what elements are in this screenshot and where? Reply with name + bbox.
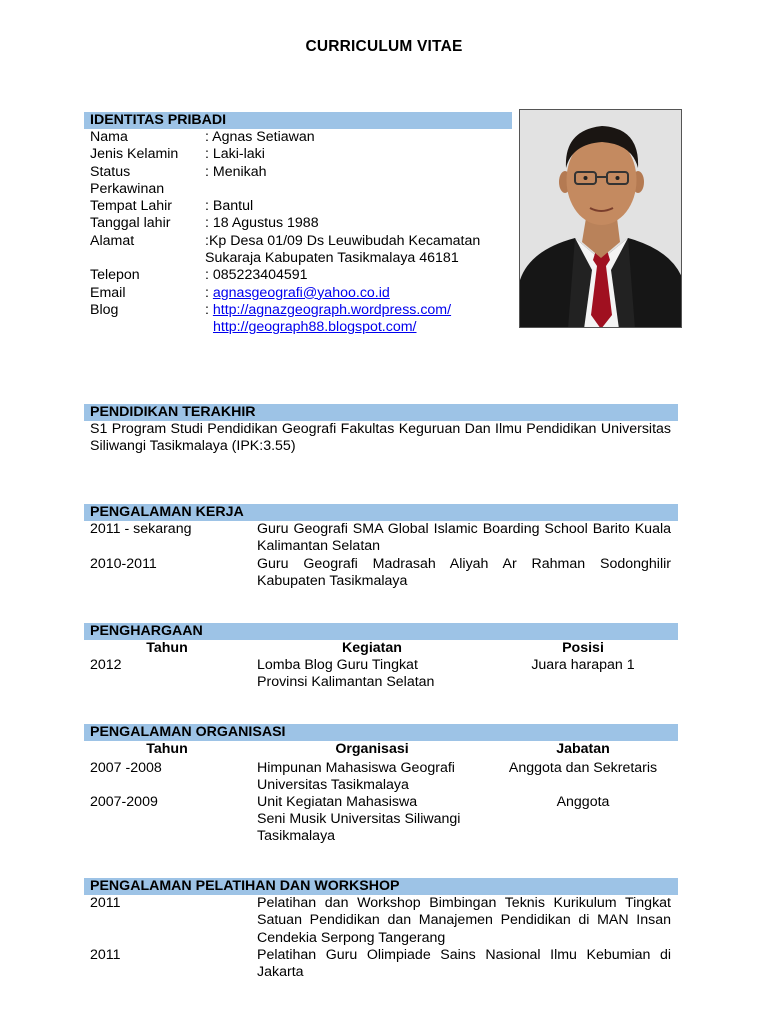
award-year: 2012 — [90, 657, 122, 673]
identity-value: : Agnas Setiawan — [205, 129, 315, 145]
org-role: Anggota — [556, 794, 610, 810]
portrait-image — [520, 110, 682, 328]
identity-row-status — [90, 164, 510, 181]
blog-link-blogspot[interactable]: http://geograph88.blogspot.com/ — [213, 319, 417, 336]
colon: : — [205, 284, 213, 301]
identity-row-nama — [90, 129, 510, 146]
org-name: Unit Kegiatan Mahasiswa — [257, 794, 418, 810]
identity-row-blog-cont — [90, 319, 510, 336]
identity-row-telepon — [90, 267, 510, 284]
work-year: 2011 - sekarang — [90, 521, 192, 537]
col-header-organisasi: Organisasi — [335, 741, 409, 757]
section-heading-identitas: IDENTITAS PRIBADI — [84, 112, 512, 129]
identity-label: Telepon — [90, 267, 140, 284]
identity-value — [205, 285, 390, 302]
work-desc: Guru Geografi SMA Global Islamic Boarding School Barito Kuala Kalimantan Selatan — [257, 521, 671, 555]
identity-label: Tempat Lahir — [90, 198, 173, 215]
identity-row-jenis-kelamin — [90, 146, 510, 163]
section-heading-organisasi: PENGALAMAN ORGANISASI — [84, 724, 678, 741]
col-header-kegiatan: Kegiatan — [342, 640, 402, 656]
identity-row-email — [90, 285, 510, 302]
org-name-cont: Universitas Tasikmalaya — [257, 777, 409, 793]
org-name-cont: Seni Musik Universitas Siliwangi — [257, 811, 461, 827]
org-name: Himpunan Mahasiswa Geografi — [257, 760, 455, 776]
org-name-cont: Tasikmalaya — [257, 828, 336, 844]
blog-link-wordpress[interactable]: http://agnazgeograph.wordpress.com/ — [212, 301, 452, 318]
section-heading-pendidikan: PENDIDIKAN TERAKHIR — [84, 404, 678, 421]
section-heading-kerja: PENGALAMAN KERJA — [84, 504, 678, 521]
page-title: CURRICULUM VITAE — [305, 38, 463, 55]
work-year: 2010-2011 — [90, 556, 157, 572]
identity-label-cont: Perkawinan — [90, 180, 165, 197]
training-desc: Pelatihan Guru Olimpiade Sains Nasional Ilmu Kebumian di Jakarta — [257, 947, 671, 981]
profile-photo — [519, 109, 682, 328]
work-desc: Guru Geografi Madrasah Aliyah Ar Rahman Sodonghilir Kabupaten Tasikmalaya — [257, 556, 671, 590]
identity-value: :Kp Desa 01/09 Ds Leuwibudah Kecamatan — [205, 232, 481, 249]
training-desc: Pelatihan dan Workshop Bimbingan Teknis Kurikulum Tingkat Satuan Pendidikan dan Manajemen Pendidikan di MAN Insan Cendekia Serpong Tangerang — [257, 895, 671, 946]
identity-label: Email — [90, 284, 126, 301]
identity-row-alamat — [90, 233, 510, 250]
identity-row-blog — [90, 302, 510, 319]
identity-value: : Bantul — [205, 198, 254, 215]
col-header-tahun: Tahun — [146, 640, 188, 656]
col-header-posisi: Posisi — [562, 640, 604, 656]
identity-label: Nama — [90, 129, 128, 145]
award-activity-cont: Provinsi Kalimantan Selatan — [257, 674, 435, 690]
identity-value: : 085223404591 — [205, 267, 308, 284]
org-year: 2007 -2008 — [90, 760, 162, 776]
col-header-jabatan: Jabatan — [556, 741, 610, 757]
section-heading-penghargaan: PENGHARGAAN — [84, 623, 678, 640]
identity-row-tanggal-lahir — [90, 215, 510, 232]
identity-value: Sukaraja Kabupaten Tasikmalaya 46181 — [205, 250, 459, 267]
identity-row-alamat-cont — [90, 250, 510, 267]
award-activity: Lomba Blog Guru Tingkat — [257, 657, 418, 673]
org-year: 2007-2009 — [90, 794, 158, 810]
identity-value: : Menikah — [205, 163, 267, 180]
identity-label: Alamat — [90, 232, 135, 249]
identity-value: : Laki-laki — [205, 146, 265, 163]
identity-row-tempat-lahir — [90, 198, 510, 215]
identity-label: Status — [90, 163, 131, 180]
identity-label: Jenis Kelamin — [90, 146, 179, 163]
identity-value — [205, 302, 451, 319]
identity-label: Blog — [90, 301, 119, 318]
training-year: 2011 — [90, 947, 121, 963]
section-heading-pelatihan: PENGALAMAN PELATIHAN DAN WORKSHOP — [84, 878, 678, 895]
colon: : — [205, 301, 213, 318]
org-role: Anggota dan Sekretaris — [508, 760, 658, 776]
identity-value: : 18 Agustus 1988 — [205, 215, 319, 232]
identity-label: Tanggal lahir — [90, 215, 171, 232]
identity-block — [90, 129, 510, 337]
education-text: S1 Program Studi Pendidikan Geografi Fakultas Keguruan Dan Ilmu Pendidikan Universitas Siliwangi Tasikmalaya (IPK:3.55) — [90, 421, 671, 455]
email-link[interactable]: agnasgeografi@yahoo.co.id — [212, 284, 390, 301]
training-year: 2011 — [90, 895, 121, 911]
award-position: Juara harapan 1 — [531, 657, 635, 673]
col-header-tahun: Tahun — [146, 741, 188, 757]
